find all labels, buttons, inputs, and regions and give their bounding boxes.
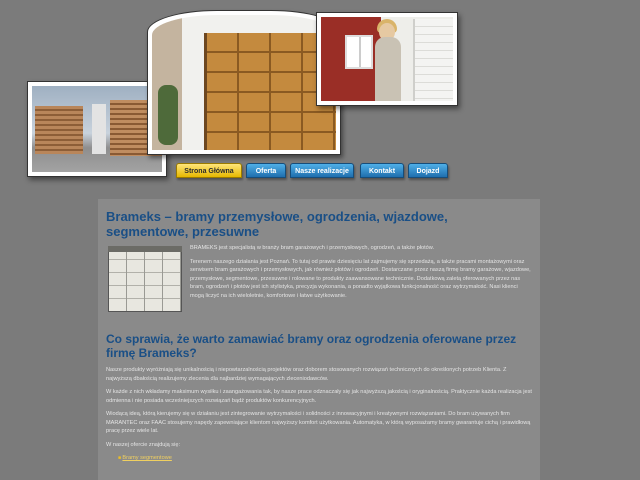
offer-list <box>118 454 532 462</box>
offer-link-bramy-segmentowe[interactable]: Bramy segmentowe <box>122 455 172 461</box>
body-paragraph: W naszej ofercie znajdują się: <box>106 441 180 448</box>
header-banner <box>0 0 640 190</box>
intro-paragraph: BRAMEKS jest specjalistą w branży bram garażowych i przemysłowych, ogrodzeń, a także płotów. <box>190 245 435 251</box>
intro-paragraph: Terenem naszego działania jest Poznań. To tutaj od prawie dziesięciu lat zajmujemy się sprzedażą, a także pracami montażowymi oraz serwisem bram garażowych i przemysłowych, jak również płotów i ogrodzeń. Dostarczane przez naszą firmę bramy garażowe, wjazdowe, przemysłowe, segmentowe, przesuwne i rolowane to produkty zaawansowane technicznie. Dodatkową zaletą oferowanych przez nas bram, ogrodzeń i płotów jest ich stylistyka, precyzja wykonania, a ponadto wyjątkowa funkcjonalność oraz wytrzymałość. Nasi klienci mogą liczyć na ich wieloletnie, komfortowe i łatwe użytkowanie. <box>190 258 531 299</box>
nav-strona-glowna[interactable]: Strona Główna <box>176 163 242 178</box>
nav-kontakt[interactable]: Kontakt <box>360 163 404 178</box>
body-paragraph: Nasze produkty wyróżniają się unikalnością i niepowtarzalnością projektów oraz doborem stosowanych rozwiązań technicznych do określonych potrzeb Klienta. Z najwyższą dbałością realizujemy zlecenia dla najbardziej wymagających zleceniodawców. <box>106 367 507 382</box>
garage-door-photo <box>147 10 341 155</box>
woman-door-photo <box>316 12 458 106</box>
body-paragraph: Wiodącą ideą, którą kierujemy się w działaniu jest zintegrowanie wytrzymałości i solidności z innowacyjnymi i kreatywnymi rozwiązaniami. Do bram używanych firm MARANTEC oraz FAAC stosujemy napędy zapewniające klientom najwyższy komfort użytkowania. Automatyka, w którą wyposażamy bramy gwarantuje cichą i prawidłową pracę przez wiele lat. <box>106 411 531 434</box>
nav-oferta[interactable]: Oferta <box>246 163 286 178</box>
list-item <box>118 454 532 462</box>
page-title: Brameks – bramy przemysłowe, ogrodzenia, wjazdowe, segmentowe, przesuwne <box>106 209 448 239</box>
intro-section <box>106 244 532 328</box>
section-subtitle: Co sprawia, że warto zamawiać bramy oraz ogrodzenia oferowane przez firmę Brameks? <box>106 332 517 360</box>
garage-door-thumbnail <box>108 246 182 312</box>
fence-photo <box>27 81 167 177</box>
nav-dojazd[interactable]: Dojazd <box>408 163 448 178</box>
content-panel <box>98 199 540 480</box>
nav-nasze-realizacje[interactable]: Nasze realizacje <box>290 163 354 178</box>
intro-text <box>190 244 532 305</box>
body-paragraph: W każde z nich wkładamy maksimum wysiłku i zaangażowania tak, by nasze prace odznaczały się jak najwyższą jakością i oryginalnością. Praktycznie każda realizacja jest odmienna i nie posiada wcześniejszych rozwiązań bądź produktów konkurencyjnych. <box>106 389 532 404</box>
